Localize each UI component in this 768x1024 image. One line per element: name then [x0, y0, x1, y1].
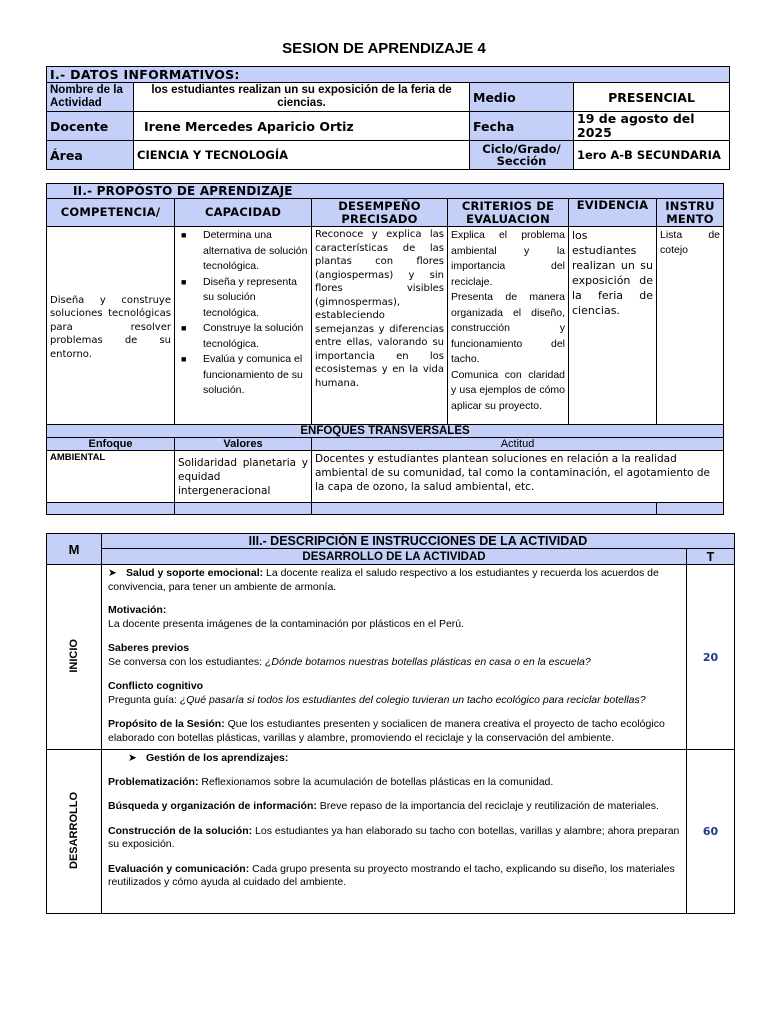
proposito-table: [46, 183, 724, 515]
footer-row-cell: [312, 503, 657, 515]
actitud-cell: Docentes y estudiantes plantean soluciones en relación a la realidad ambiental de su comunidad, tal como la contaminación, el agotamiento de la capa de ozono, la salud ambiental, etc.: [312, 451, 724, 503]
busqueda-label: Búsqueda y organización de información:: [108, 800, 317, 812]
col-actitud: Actitud: [312, 438, 724, 451]
problem-text: Reflexionamos sobre la acumulación de botellas plásticas en la comunidad.: [198, 775, 554, 788]
ciclo-label: Ciclo/Grado/ Sección: [470, 141, 574, 170]
problem-paragraph: [108, 776, 680, 790]
saberes-label: Saberes previos: [108, 642, 190, 654]
col-evidencia: EVIDENCIA: [569, 199, 657, 227]
inicio-content: [102, 565, 687, 750]
gestion-paragraph: [108, 752, 680, 766]
criterios-cell: [448, 227, 569, 425]
area-label: Área: [47, 141, 134, 170]
col-instrumento: INSTRU MENTO: [657, 199, 724, 227]
nombre-label: Nombre de la Actividad: [47, 83, 134, 112]
conflicto-question: ¿Qué pasaría si todos los estudiantes del colegio tuvieran un tacho ecológico para reciclar botellas?: [179, 693, 646, 706]
page-title: SESION DE APRENDIZAJE 4: [282, 40, 486, 57]
problem-label: Problematización:: [108, 775, 199, 788]
instrumento-cell: Lista de cotejo: [657, 227, 724, 425]
fecha-label: Fecha: [470, 112, 574, 141]
motivacion-paragraph: [108, 604, 680, 631]
docente-label: Docente: [47, 112, 134, 141]
desarrollo-label: DESARROLLO: [68, 791, 80, 869]
valores-cell: Solidaridad planetaria y equidad intergeneracional: [175, 451, 312, 503]
nombre-value: los estudiantes realizan un su exposición de la feria de ciencias.: [134, 83, 470, 112]
footer-row-cell: [175, 503, 312, 515]
datos-header: I.- DATOS INFORMATIVOS:: [47, 67, 730, 83]
inicio-label-cell: [47, 565, 102, 750]
col-m: M: [47, 534, 102, 565]
enfoques-header: ENFOQUES TRANSVERSALES: [47, 425, 724, 438]
conflicto-text: Pregunta guía:: [108, 693, 180, 706]
col-desarrollo: DESARROLLO DE LA ACTIVIDAD: [102, 549, 687, 565]
construccion-text: Los estudiantes ya han elaborado su tacho con botellas, varillas y alambre; ahora preparan su exposición.: [108, 824, 680, 850]
col-capacidad: CAPACIDAD: [175, 199, 312, 227]
saludo-text: La docente realiza el saludo respectivo a los estudiantes y recuerda los acuerdos de convivencia, para tener un ambiente de armonía.: [108, 567, 659, 593]
saberes-text: Se conversa con los estudiantes:: [108, 655, 266, 668]
evaluacion-text: Cada grupo presenta su proyecto mostrando el tacho, explicando su diseño, los materiales reutilizados y cómo ayuda al cuidado del ambiente.: [108, 862, 675, 888]
competencia-cell: Diseña y construye soluciones tecnológicas para resolver problemas de su entorno.: [47, 227, 175, 425]
capacidad-item: ■ Diseña y representa su solución tecnológica.: [178, 275, 308, 322]
capacidad-item: ■ Evalúa y comunica el funcionamiento de su solución.: [178, 352, 308, 399]
busqueda-text: Breve repaso de la importancia del reciclaje y reutilización de materiales.: [316, 800, 659, 812]
area-value: CIENCIA Y TECNOLOGÍA: [134, 141, 470, 170]
inicio-time: 20: [687, 565, 735, 750]
motivacion-text: La docente presenta imágenes de la contaminación por plásticos en el Perú.: [108, 617, 465, 630]
col-desempeno: DESEMPEÑO PRECISADO: [312, 199, 448, 227]
descripcion-header: III.- DESCRIPCIÓN E INSTRUCCIONES DE LA ACTIVIDAD: [102, 534, 735, 549]
conflicto-paragraph: [108, 680, 680, 707]
capacidad-item: ■ Determina una alternativa de solución tecnológica.: [178, 228, 308, 275]
docente-value: Irene Mercedes Aparicio Ortiz: [134, 112, 470, 141]
busqueda-paragraph: [108, 800, 680, 814]
proposito-text: Que los estudiantes presenten y socialicen de manera creativa el proyecto de tacho ecológico elaborado con botellas plásticas, varillas y alambre, promoviendo el reciclaje y la conservación del ambiente.: [108, 718, 665, 744]
col-competencia: COMPETENCIA/: [47, 199, 175, 227]
construccion-label: Construcción de la solución:: [108, 824, 253, 837]
medio-label: Medio: [470, 83, 574, 112]
medio-value: PRESENCIAL: [574, 83, 730, 112]
proposito-header: II.- PROPÓSTO DE APRENDIZAJE: [47, 184, 724, 199]
proposito-label: Propósito de la Sesión:: [108, 718, 225, 730]
evaluacion-paragraph: [108, 863, 680, 890]
col-criterios: CRITERIOS DE EVALUACION: [448, 199, 569, 227]
proposito-paragraph: [108, 718, 680, 745]
capacidad-list: [178, 228, 308, 399]
col-valores: Valores: [175, 438, 312, 451]
datos-informativos-table: [46, 66, 730, 170]
construccion-paragraph: [108, 825, 680, 852]
saberes-paragraph: [108, 642, 680, 669]
criterio-item: Explica el problema ambiental y la importancia del reciclaje.: [451, 229, 565, 288]
saberes-question: ¿Dónde botamos nuestras botellas plásticas en casa o en la escuela?: [265, 655, 591, 668]
saludo-paragraph: [108, 567, 680, 594]
criterio-item: Presenta de manera organizada el diseño, construcción y funcionamiento del tacho.: [451, 291, 565, 365]
arrow-bullet-icon: ➤: [128, 752, 137, 764]
capacidad-cell: [175, 227, 312, 425]
capacidad-item: ■ Construye la solución tecnológica.: [178, 321, 308, 352]
col-enfoque: Enfoque: [47, 438, 175, 451]
desempeno-cell: Reconoce y explica las características de las plantas con flores (angiospermas) y sin flores visibles (gimnospermas), estableciendo semejanzas y diferencias entre ellas, valorando su importancia en los ecosistemas y en la vida humana.: [312, 227, 448, 425]
ciclo-value: 1ero A-B SECUNDARIA: [574, 141, 730, 170]
col-t: T: [687, 549, 735, 565]
fecha-value: 19 de agosto del 2025: [574, 112, 730, 141]
desarrollo-content: [102, 750, 687, 914]
evaluacion-label: Evaluación y comunicación:: [108, 862, 250, 875]
desarrollo-label-cell: [47, 750, 102, 914]
conflicto-label: Conflicto cognitivo: [108, 680, 204, 692]
footer-row-cell: [657, 503, 724, 515]
desarrollo-time: 60: [687, 750, 735, 914]
descripcion-table: [46, 533, 735, 914]
footer-row-cell: [47, 503, 175, 515]
criterio-item: Comunica con claridad y usa ejemplos de cómo aplicar su proyecto.: [451, 368, 565, 412]
gestion-label: Gestión de los aprendizajes:: [146, 752, 289, 764]
arrow-bullet-icon: ➤: [108, 567, 117, 579]
inicio-label: INICIO: [68, 638, 80, 673]
motivacion-label: Motivación:: [108, 604, 167, 616]
evidencia-cell: los estudiantes realizan un su exposición de la feria de ciencias.: [569, 227, 657, 425]
saludo-label: Salud y soporte emocional:: [126, 567, 264, 579]
enfoque-cell: AMBIENTAL: [47, 451, 175, 503]
